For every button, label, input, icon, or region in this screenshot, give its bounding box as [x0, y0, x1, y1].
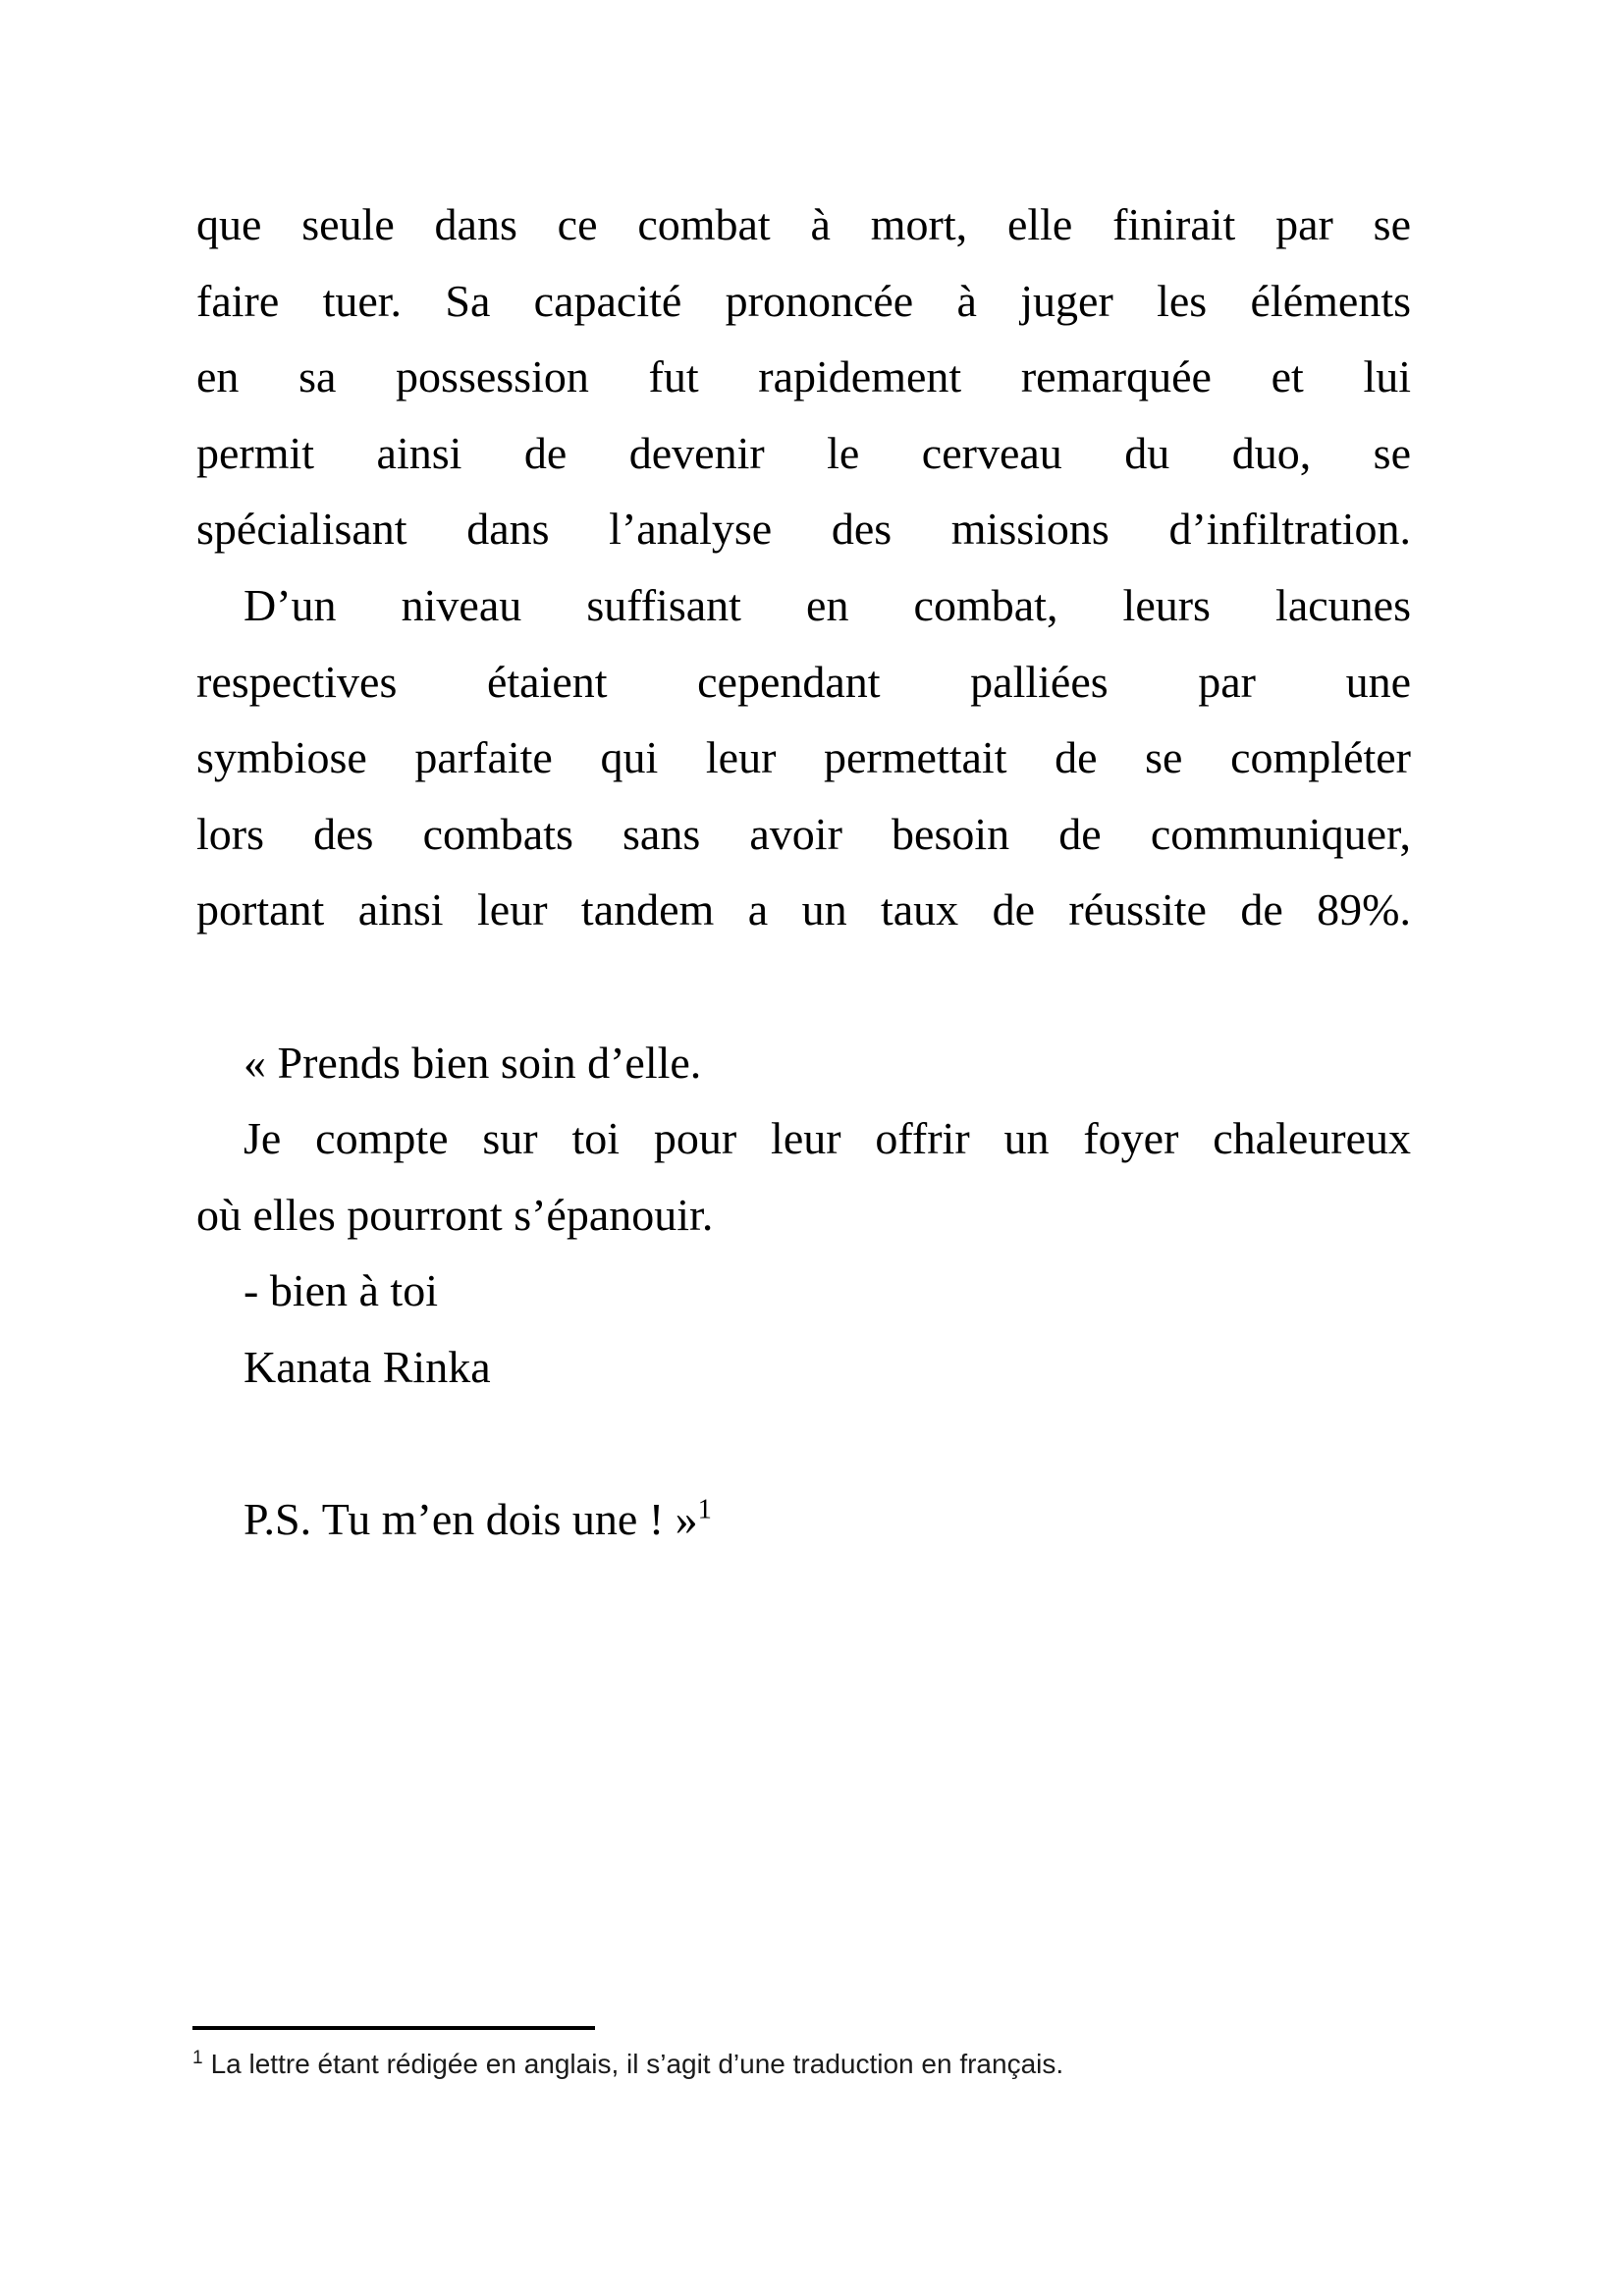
text-line: Je compte sur toi pour leur offrir un foyer chaleureux: [244, 1113, 1411, 1164]
blank-line: [196, 1406, 1411, 1482]
text-line: « Prends bien soin d’elle.: [244, 1037, 702, 1088]
text-line: que seule dans ce combat à mort, elle finirait par se: [196, 199, 1411, 249]
text-line: où elles pourront s’épanouir.: [196, 1189, 714, 1240]
footnote: [192, 2046, 1469, 2083]
text-line: en sa possession fut rapidement remarquée et lui: [196, 351, 1411, 402]
text-line: - bien à toi: [244, 1265, 438, 1316]
text-line: spécialisant dans l’analyse des missions d’infiltration.: [196, 504, 1411, 555]
text-line: faire tuer. Sa capacité prononcée à juger les éléments: [196, 275, 1411, 326]
text-line: portant ainsi leur tandem a un taux de réussite de 89%.: [196, 884, 1411, 935]
blank-line: [196, 948, 1411, 1025]
text-line: D’un niveau suffisant en combat, leurs lacunes: [244, 579, 1411, 630]
footnote-separator-rule: [192, 2026, 595, 2030]
text-line: symbiose parfaite qui leur permettait de se compléter: [196, 732, 1411, 783]
footnote-reference: 1: [697, 1494, 712, 1525]
text-line: permit ainsi de devenir le cerveau du duo, se: [196, 427, 1411, 478]
footnote-body-text: La lettre étant rédigée en anglais, il s’agit d’une traduction en français.: [210, 2049, 1064, 2079]
text-line: lors des combats sans avoir besoin de communiquer,: [196, 808, 1411, 859]
main-text: [196, 187, 1411, 1558]
footnote-area: [192, 2026, 1469, 2083]
footnote-marker: 1: [192, 2047, 203, 2068]
text-line: Kanata Rinka: [244, 1341, 491, 1392]
text-line: respectives étaient cependant palliées par une: [196, 656, 1411, 707]
text-line: P.S. Tu m’en dois une ! »$^1$: [244, 1494, 712, 1545]
